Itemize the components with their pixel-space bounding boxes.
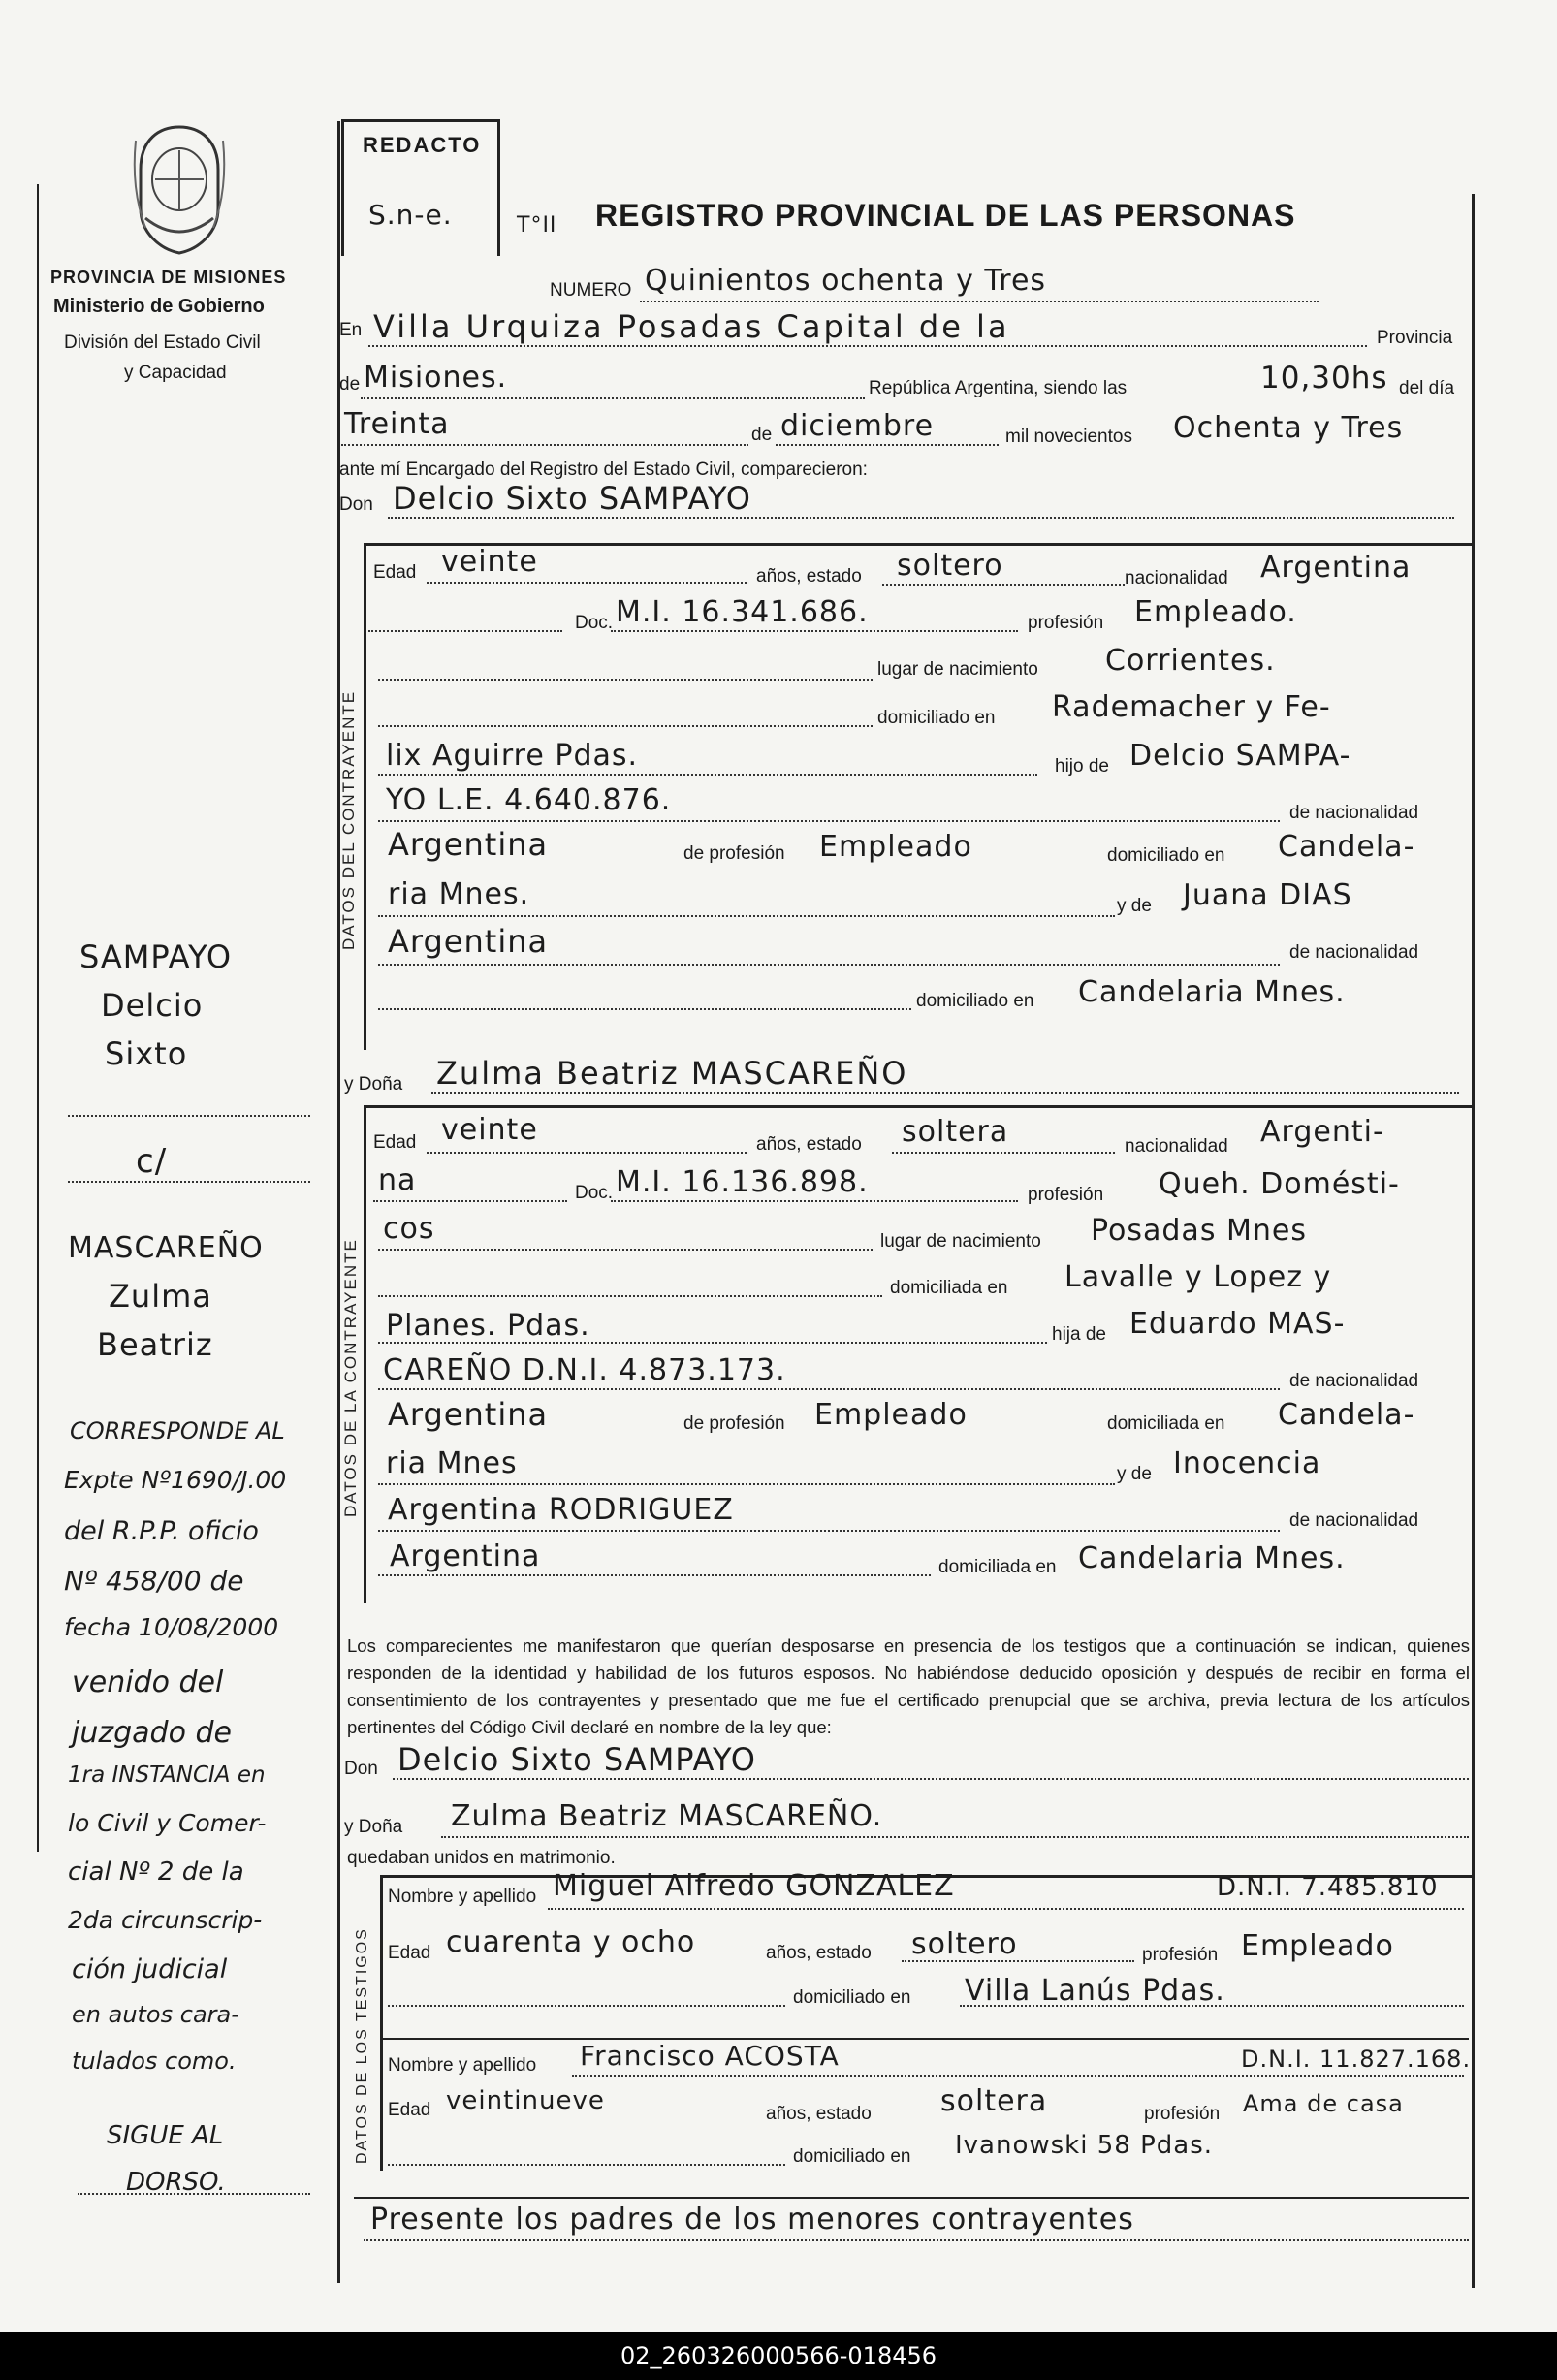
t2-prof-label: profesión — [1144, 2104, 1221, 2124]
f-padre-cont: CAREÑO D.N.I. 4.873.173. — [383, 1353, 786, 1387]
testigos-box — [380, 1875, 1473, 2171]
t1-estado-label: años, estado — [766, 1943, 872, 1963]
margin-note-line-14: tulados como. — [72, 2047, 237, 2075]
dona-prefix: y Doña — [344, 1074, 403, 1095]
margin-sigue-2: DORSO. — [126, 2168, 226, 2197]
c-madre-nac: Argentina — [388, 923, 549, 960]
margin-name-3: Sixto — [105, 1035, 188, 1072]
f-estado-value: soltera — [902, 1115, 1009, 1149]
t2-prof-value: Ama de casa — [1243, 2090, 1404, 2117]
c-lugar-label: lugar de nacimiento — [877, 659, 1038, 680]
c-nacionalidad-value: Argentina — [1260, 551, 1412, 585]
ministry-line-2: Ministerio de Gobierno — [53, 296, 265, 317]
t1-edad-value: cuarenta y ocho — [446, 1925, 696, 1959]
margin-name-2: Delcio — [101, 987, 204, 1024]
c-profesion-label: profesión — [1028, 613, 1104, 633]
f-nac-cont: na — [378, 1163, 417, 1197]
numero-label: NUMERO — [550, 280, 632, 301]
t1-nombre-value: Miguel Alfredo GONZALEZ — [553, 1869, 955, 1903]
ministry-line-3: División del Estado Civil — [64, 333, 261, 353]
f-madre-value: Inocencia — [1173, 1446, 1321, 1480]
margin-note-line-8: 1ra INSTANCIA en — [68, 1762, 266, 1788]
margin-note-line-13: en autos cara- — [72, 2001, 239, 2028]
t2-dom-value: Ivanowski 58 Pdas. — [955, 2131, 1214, 2160]
f-lugar-label: lugar de nacimiento — [880, 1231, 1041, 1252]
registry-title: REGISTRO PROVINCIAL DE LAS PERSONAS — [595, 198, 1296, 233]
c-padre-prof: Empleado — [819, 830, 972, 864]
f-padre-dom-cont: ria Mnes — [386, 1446, 518, 1480]
de-label: de — [339, 374, 361, 395]
c-dom-label-2: domiciliado en — [1107, 845, 1225, 866]
margin-sigue-1: SIGUE AL — [107, 2121, 224, 2150]
footer-note: Presente los padres de los menores contrayentes — [370, 2203, 1134, 2237]
decl-dona-label: y Doña — [344, 1817, 403, 1837]
t1-edad-label: Edad — [388, 1943, 431, 1963]
f-nacionalidad-label: nacionalidad — [1125, 1136, 1228, 1157]
provincia-value: Misiones. — [364, 361, 508, 395]
contrayenta-side-label: DATOS DE LA CONTRAYENTE — [341, 1238, 360, 1517]
contrayente-side-label: DATOS DEL CONTRAYENTE — [339, 689, 358, 950]
margin-connector: c/ — [136, 1142, 168, 1181]
testigos-side-label: DATOS DE LOS TESTIGOS — [354, 1927, 370, 2164]
t1-prof-label: profesión — [1142, 1945, 1219, 1965]
f-edad-label: Edad — [373, 1132, 417, 1153]
f-prof-cont: cos — [383, 1212, 435, 1246]
f-padre-dom: Candela- — [1278, 1398, 1415, 1432]
c-padre-value: Delcio SAMPA- — [1129, 739, 1351, 773]
t1-dom-value: Villa Lanús Pdas. — [965, 1974, 1225, 2008]
t2-edad-value: veintinueve — [446, 2086, 605, 2115]
c-domicilio-value: Rademacher y Fe- — [1052, 690, 1331, 724]
f-profesion-label: profesión — [1028, 1185, 1104, 1205]
de-label-2: de — [751, 425, 773, 445]
c-dom-label-3: domiciliado en — [916, 991, 1034, 1011]
t2-nombre-label: Nombre y apellido — [388, 2055, 537, 2076]
margin-name-6: Beatriz — [97, 1326, 213, 1363]
c-madre-value: Juana DIAS — [1183, 878, 1352, 912]
t1-estado-value: soltero — [911, 1927, 1018, 1961]
f-padre-prof: Empleado — [814, 1398, 968, 1432]
t2-estado-value: soltera — [940, 2084, 1048, 2118]
margin-name-1: SAMPAYO — [79, 938, 233, 975]
anio-value: Ochenta y Tres — [1173, 411, 1404, 445]
margin-note-line-9: lo Civil y Comer- — [68, 1809, 267, 1837]
filename-caption: 02_260326000566-018456 — [0, 2332, 1557, 2380]
c-estado-value: soltero — [897, 549, 1003, 583]
c-doc-value: M.I. 16.341.686. — [616, 595, 869, 629]
margin-note-line-3: del R.P.P. oficio — [64, 1516, 259, 1546]
don-value: Delcio Sixto SAMPAYO — [393, 480, 751, 517]
f-dom-label-3: domiciliada en — [938, 1557, 1057, 1577]
f-de-nac-label: de nacionalidad — [1289, 1371, 1419, 1391]
f-doc-label: Doc. — [575, 1183, 614, 1203]
c-profesion-value: Empleado. — [1134, 595, 1297, 629]
f-domicilio-label: domiciliada en — [890, 1278, 1008, 1298]
don-label: Don — [339, 494, 373, 515]
f-nacionalidad-value: Argenti- — [1260, 1115, 1384, 1149]
en-label: En — [339, 320, 363, 340]
ministry-line-1: PROVINCIA DE MISIONES — [50, 268, 287, 287]
hora-value: 10,30hs — [1260, 361, 1388, 396]
t2-estado-label: años, estado — [766, 2104, 872, 2124]
c-hijo-label: hijo de — [1055, 756, 1109, 777]
del-dia-label: del día — [1399, 378, 1455, 398]
republica-text: República Argentina, siendo las — [869, 378, 1128, 398]
declaracion-paragraph: Los comparecientes me manifestaron que querían desposarse en presencia de los testigos que a continuación se indican, quienes responden de la identidad y habilidad de los futuros esposos. No habiéndose deducido oposición y después de recibir en forma el consentimiento de los contrayentes y presentado que me fue el certificado prenupcial que se archiva, previa lectura de los artículos pertinentes del Código Civil declaré en nombre de la ley que: — [347, 1635, 1470, 1737]
f-domicilio-value: Lavalle y Lopez y — [1064, 1260, 1332, 1294]
c-lugar-value: Corrientes. — [1105, 644, 1276, 678]
c-de-nac-label-2: de nacionalidad — [1289, 942, 1419, 963]
c-estado-label: años, estado — [756, 566, 862, 587]
f-domicilio-cont: Planes. Pdas. — [386, 1309, 590, 1343]
f-padre-nac: Argentina — [388, 1396, 549, 1433]
en-value: Villa Urquiza Posadas Capital de la — [373, 308, 1010, 345]
c-padre-dom-cont: ria Mnes. — [388, 877, 530, 911]
redacto-label: REDACTO — [363, 133, 482, 157]
margin-name-4: MASCAREÑO — [68, 1231, 264, 1265]
c-padre-dom: Candela- — [1278, 830, 1415, 864]
t1-prof-value: Empleado — [1241, 1929, 1394, 1963]
testigos-divider — [383, 2038, 1469, 2040]
f-hija-label: hija de — [1052, 1324, 1106, 1345]
f-madre-cont: Argentina RODRIGUEZ — [388, 1493, 734, 1527]
redacto-value: S.n-e. — [368, 199, 453, 231]
f-dom-label-2: domiciliada en — [1107, 1413, 1225, 1434]
f-madre-nac: Argentina — [390, 1539, 541, 1573]
margin-note-line-4: Nº 458/00 de — [64, 1565, 244, 1597]
t1-dom-label: domiciliado en — [793, 1987, 911, 2008]
c-domicilio-label: domiciliado en — [877, 708, 996, 728]
t2-nombre-value: Francisco ACOSTA — [580, 2040, 840, 2072]
decl-don-label: Don — [344, 1759, 378, 1779]
margin-note-line-5: fecha 10/08/2000 — [64, 1613, 279, 1641]
mes-value: diciembre — [780, 409, 935, 443]
c-edad-value: veinte — [441, 545, 538, 579]
t1-doc: D.N.I. 7.485.810 — [1217, 1873, 1439, 1902]
t2-edad-label: Edad — [388, 2100, 431, 2120]
c-de-prof-label: de profesión — [683, 843, 785, 864]
decl-dona-value: Zulma Beatriz MASCAREÑO. — [451, 1799, 883, 1833]
c-domicilio-cont: lix Aguirre Pdas. — [386, 739, 639, 773]
margin-note-line-6: venido del — [72, 1666, 224, 1699]
ministry-line-4: y Capacidad — [124, 363, 227, 383]
c-edad-label: Edad — [373, 562, 417, 583]
c-de-nac-label: de nacionalidad — [1289, 803, 1419, 823]
ante-text: ante mí Encargado del Registro del Estado Civil, comparecieron: — [339, 460, 868, 480]
unidos-text: quedaban unidos en matrimonio. — [347, 1848, 616, 1868]
f-estado-label: años, estado — [756, 1134, 862, 1155]
margin-note-line-10: cial Nº 2 de la — [68, 1857, 244, 1887]
coat-of-arms-seal — [126, 121, 233, 257]
f-edad-value: veinte — [441, 1113, 538, 1147]
numero-value: Quinientos ochenta y Tres — [645, 264, 1047, 298]
f-de-prof-label: de profesión — [683, 1413, 785, 1434]
margin-name-5: Zulma — [109, 1278, 212, 1315]
margin-note-line-12: ción judicial — [72, 1954, 228, 1984]
left-margin-line — [37, 184, 39, 1852]
margin-note-line-11: 2da circunscrip- — [68, 1906, 263, 1934]
margin-note-line-1: CORRESPONDE AL — [70, 1417, 285, 1444]
c-y-de-label: y de — [1117, 896, 1152, 916]
margin-note-line-7: juzgado de — [72, 1716, 232, 1750]
provincia-label: Provincia — [1377, 328, 1453, 348]
f-de-nac-label-2: de nacionalidad — [1289, 1510, 1419, 1531]
t2-dom-label: domiciliado en — [793, 2146, 911, 2167]
f-profesion-value: Queh. Domésti- — [1159, 1167, 1400, 1201]
decl-don-value: Delcio Sixto SAMPAYO — [397, 1741, 756, 1778]
f-madre-dom: Candelaria Mnes. — [1078, 1541, 1346, 1575]
tomo-value: T°II — [517, 213, 557, 238]
mil-label: mil novecientos — [1005, 427, 1132, 447]
f-padre-value: Eduardo MAS- — [1129, 1307, 1346, 1341]
f-y-de-label: y de — [1117, 1464, 1152, 1484]
c-nacionalidad-label: nacionalidad — [1125, 568, 1228, 588]
dona-value: Zulma Beatriz MASCAREÑO — [436, 1055, 908, 1092]
c-madre-dom: Candelaria Mnes. — [1078, 975, 1346, 1009]
c-doc-label: Doc. — [575, 613, 614, 633]
margin-note-line-2: Expte Nº1690/J.00 — [64, 1466, 287, 1494]
f-doc-value: M.I. 16.136.898. — [616, 1165, 869, 1199]
f-lugar-value: Posadas Mnes — [1091, 1214, 1307, 1248]
c-padre-nac: Argentina — [388, 826, 549, 863]
c-padre-cont: YO L.E. 4.640.876. — [386, 783, 672, 817]
dia-value: Treinta — [344, 407, 450, 441]
margin-divider-line — [337, 121, 340, 2283]
t1-nombre-label: Nombre y apellido — [388, 1887, 537, 1907]
t2-doc: D.N.I. 11.827.168. — [1241, 2046, 1472, 2073]
